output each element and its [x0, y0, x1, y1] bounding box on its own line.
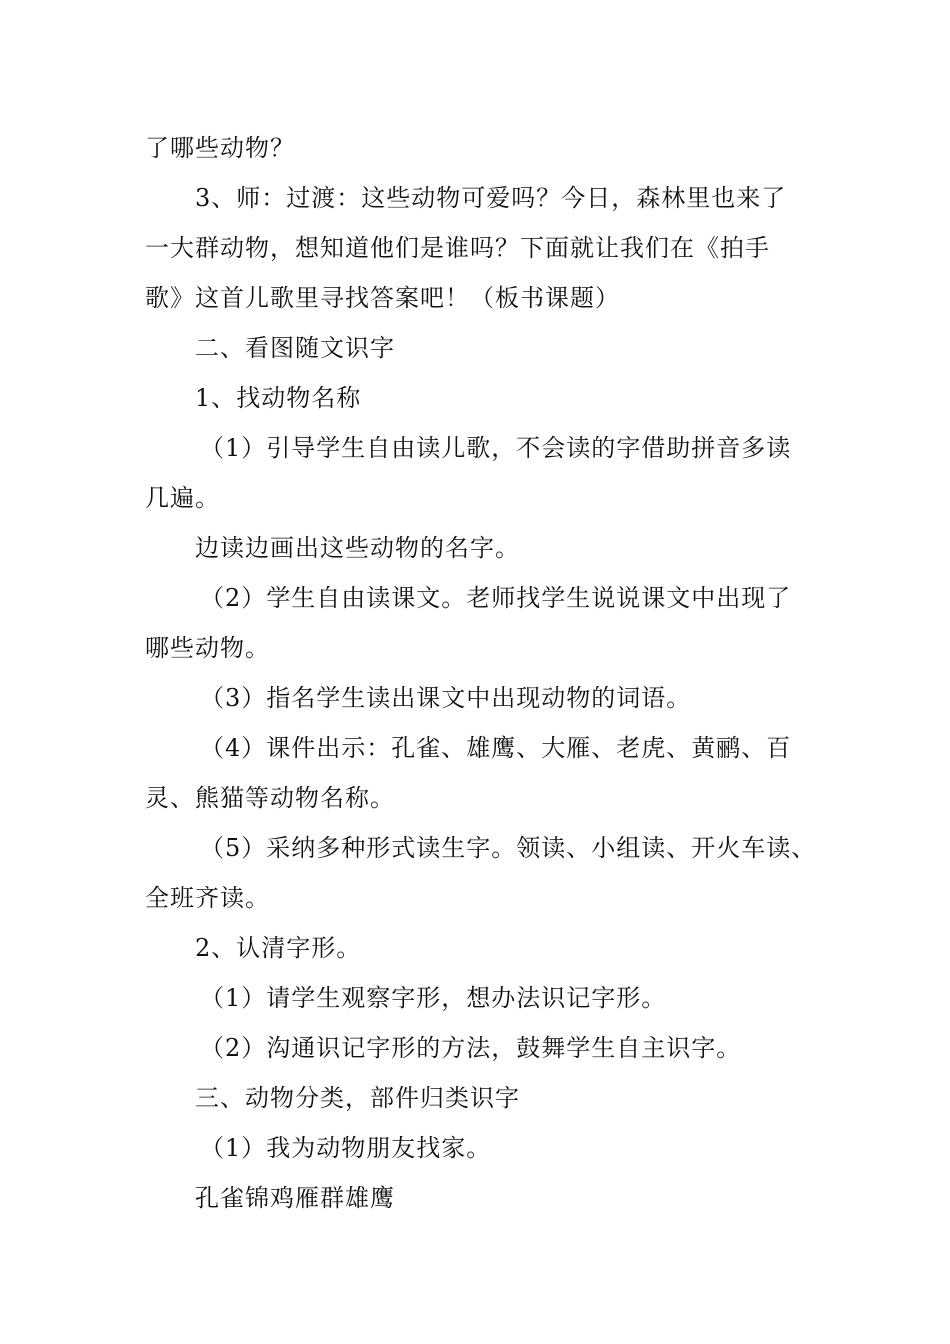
text-line: 歌》这首儿歌里寻找答案吧！（板书课题）: [145, 284, 620, 312]
subsection-heading: 2、认清字形。: [195, 934, 362, 962]
text-line: 哪些动物。: [145, 634, 270, 662]
text-line: 孔雀锦鸡雁群雄鹰: [195, 1184, 395, 1212]
section-heading: 二、看图随文识字: [195, 334, 395, 362]
text-line: （1）我为动物朋友找家。: [200, 1134, 492, 1162]
text-line: 边读边画出这些动物的名字。: [195, 534, 520, 562]
text-line: 一大群动物，想知道他们是谁吗？下面就让我们在《拍手: [145, 234, 770, 262]
text-line: （4）课件出示：孔雀、雄鹰、大雁、老虎、黄鹂、百: [200, 734, 792, 762]
text-line: （1）请学生观察字形，想办法识记字形。: [200, 984, 667, 1012]
text-line: 了哪些动物？: [145, 134, 295, 162]
subsection-heading: 1、找动物名称: [195, 384, 362, 412]
text-line: 灵、熊猫等动物名称。: [145, 784, 395, 812]
text-line: 全班齐读。: [145, 884, 270, 912]
text-line: （2）沟通识记字形的方法，鼓舞学生自主识字。: [200, 1034, 742, 1062]
section-heading: 三、动物分类，部件归类识字: [195, 1084, 520, 1112]
text-line: 3、师：过渡：这些动物可爱吗？今日，森林里也来了: [195, 184, 787, 212]
text-line: （3）指名学生读出课文中出现动物的词语。: [200, 684, 692, 712]
text-line: （2）学生自由读课文。老师找学生说说课文中出现了: [200, 584, 792, 612]
text-line: （5）采纳多种形式读生字。领读、小组读、开火车读、: [200, 834, 817, 862]
text-line: （1）引导学生自由读儿歌，不会读的字借助拼音多读: [200, 434, 792, 462]
text-line: 几遍。: [145, 484, 220, 512]
